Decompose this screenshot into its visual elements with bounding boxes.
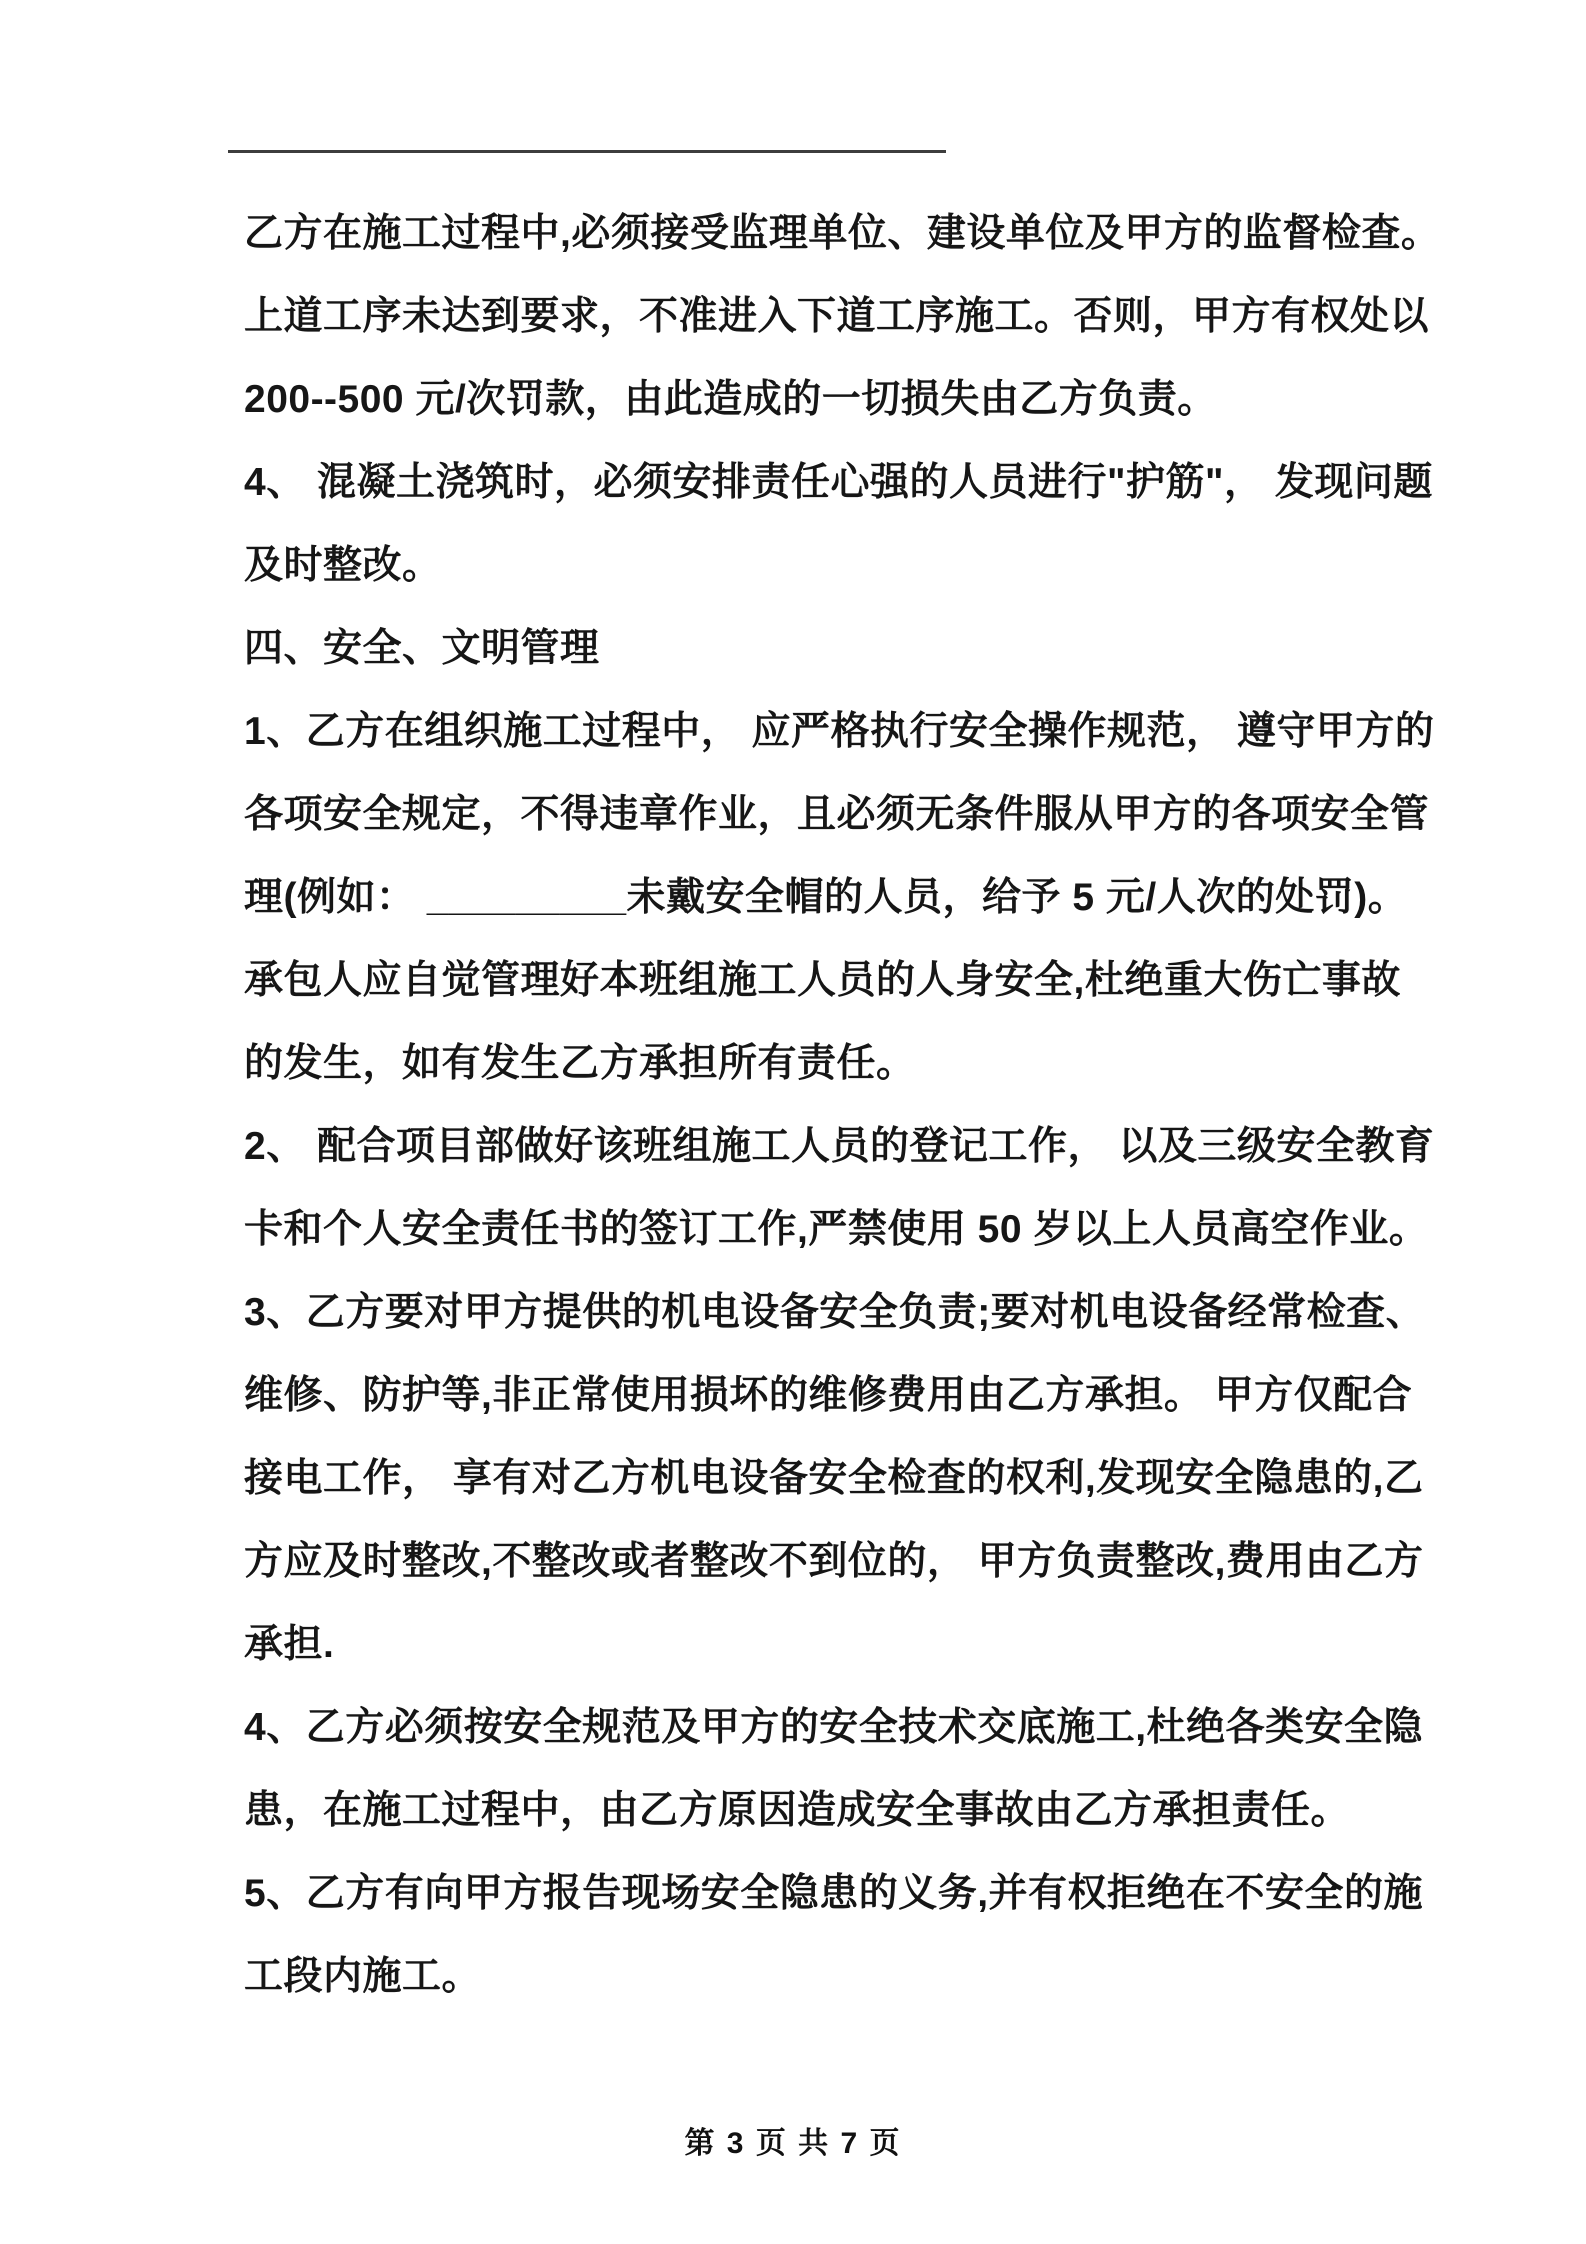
- header-rule: [228, 150, 946, 153]
- text-line: 维修、防护等,非正常使用损坏的维修费用由乙方承担。 甲方仅配合: [244, 1374, 1413, 1417]
- text-line: 患，在施工过程中，由乙方原因造成安全事故由乙方承担责任。: [244, 1789, 1351, 1832]
- page-footer: 第 3 页 共 7 页: [684, 2127, 902, 2160]
- text-line: 2、 配合项目部做好该班组施工人员的登记工作， 以及三级安全教育: [244, 1125, 1435, 1168]
- text-line: 理(例如： _________未戴安全帽的人员，给予 5 元/人次的处罚)。: [244, 876, 1408, 919]
- section-heading: 四、安全、文明管理: [244, 627, 600, 670]
- text-line: 200--500 元/次罚款，由此造成的一切损失由乙方负责。: [244, 378, 1217, 421]
- text-line: 卡和个人安全责任书的签订工作,严禁使用 50 岁以上人员高空作业。: [244, 1208, 1429, 1251]
- text-line: 4、 混凝土浇筑时，必须安排责任心强的人员进行"护筋"， 发现问题: [244, 461, 1433, 504]
- text-line: 各项安全规定，不得违章作业，且必须无条件服从甲方的各项安全管: [244, 793, 1430, 836]
- text-line: 3、乙方要对甲方提供的机电设备安全负责;要对机电设备经常检查、: [244, 1291, 1426, 1334]
- text-line: 方应及时整改,不整改或者整改不到位的， 甲方负责整改,费用由乙方: [244, 1540, 1424, 1583]
- text-line: 承包人应自觉管理好本班组施工人员的人身安全,杜绝重大伤亡事故: [244, 959, 1401, 1002]
- text-line: 的发生，如有发生乙方承担所有责任。: [244, 1042, 916, 1085]
- text-line: 4、乙方必须按安全规范及甲方的安全技术交底施工,杜绝各类安全隐: [244, 1706, 1424, 1749]
- text-line: 5、乙方有向甲方报告现场安全隐患的义务,并有权拒绝在不安全的施: [244, 1872, 1424, 1915]
- text-line: 工段内施工。: [244, 1955, 482, 1998]
- text-line: 及时整改。: [244, 544, 442, 587]
- text-line: 1、乙方在组织施工过程中， 应严格执行安全操作规范， 遵守甲方的: [244, 710, 1435, 753]
- text-line: 上道工序未达到要求，不准进入下道工序施工。否则，甲方有权处以: [244, 295, 1430, 338]
- text-line: 接电工作， 享有对乙方机电设备安全检查的权利,发现安全隐患的,乙: [244, 1457, 1424, 1500]
- text-line: 承担.: [244, 1623, 335, 1666]
- document-body: [244, 192, 1441, 2018]
- text-line: 乙方在施工过程中,必须接受监理单位、建设单位及甲方的监督检查。: [244, 212, 1441, 255]
